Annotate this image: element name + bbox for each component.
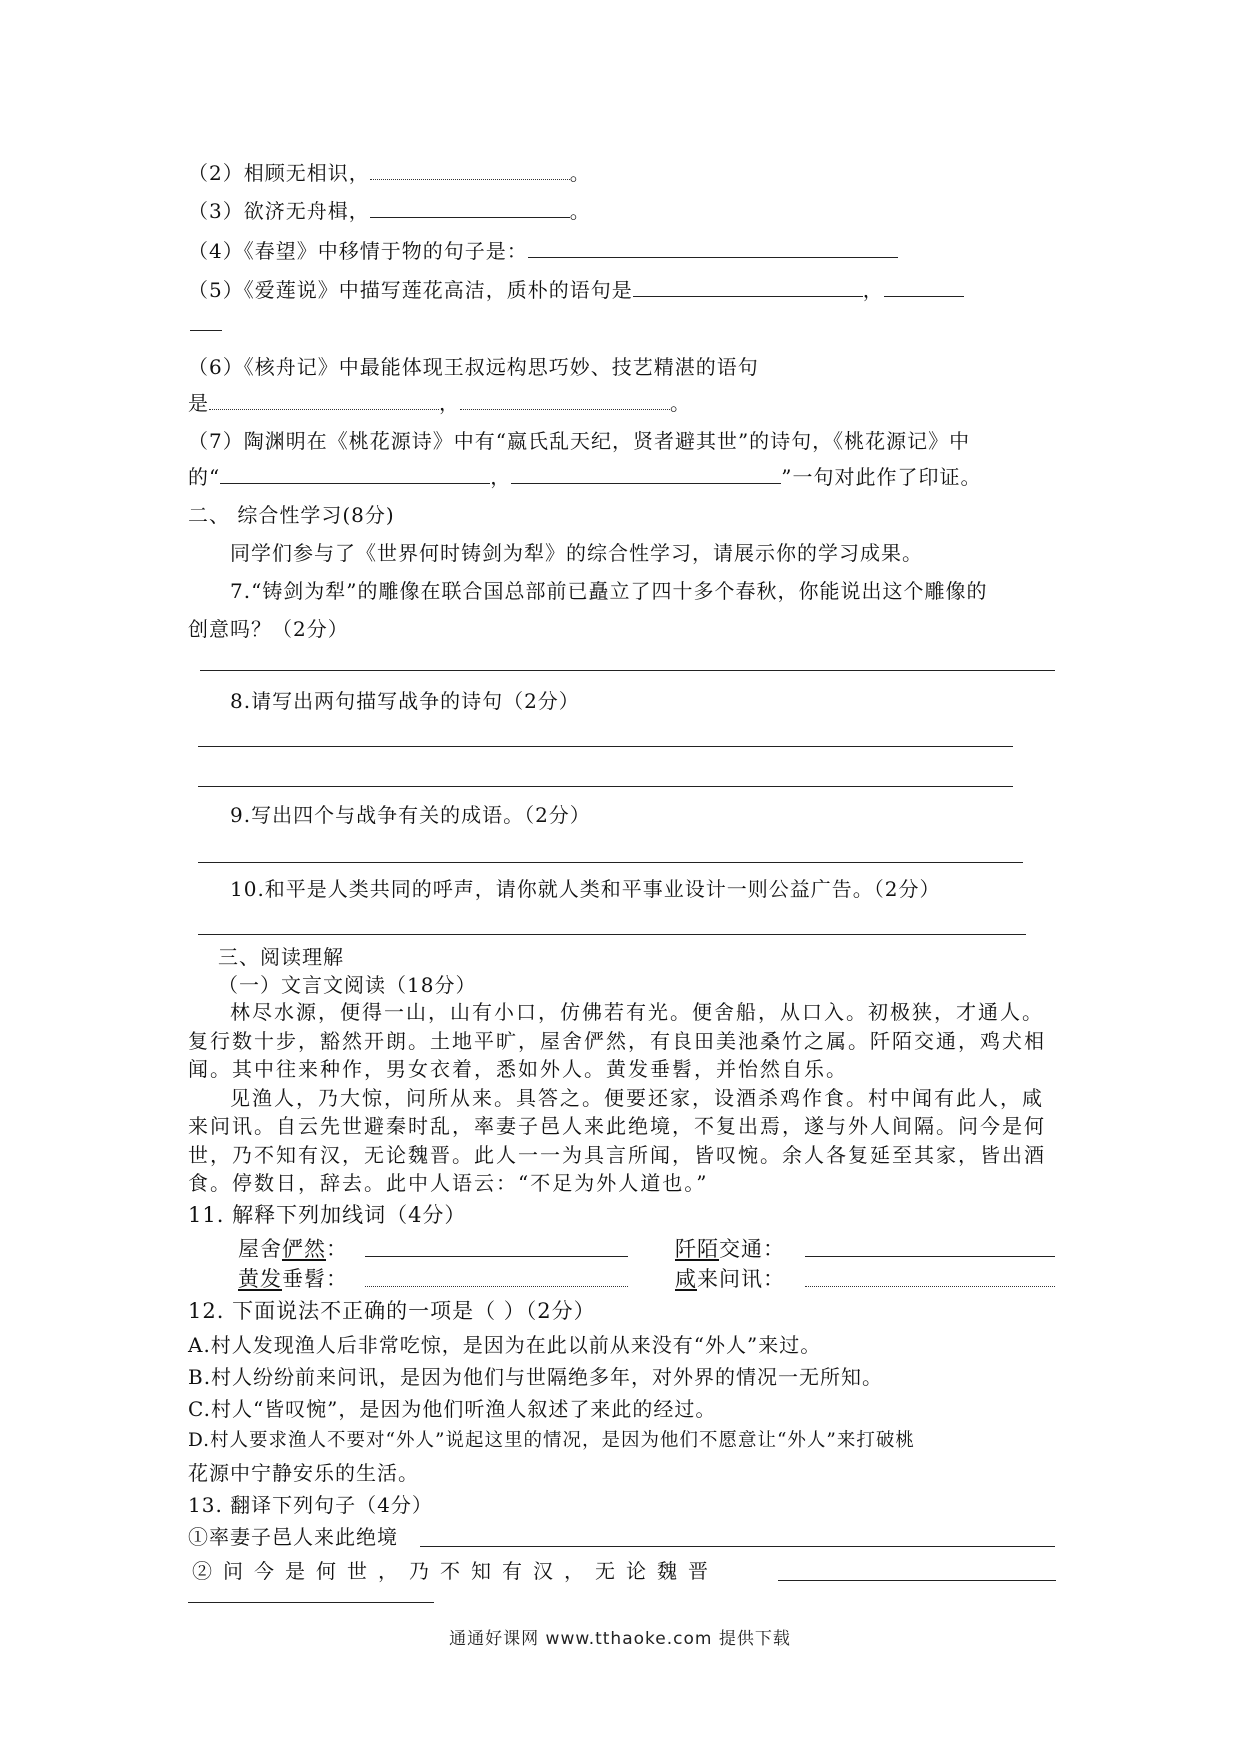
answer-line[interactable] (200, 670, 1055, 671)
question-11: 11. 解释下列加线词（4分） (188, 1203, 467, 1227)
question-3: （3）欲济无舟楫， 。 (188, 199, 591, 223)
question-7-line2: 的“ ， ”一句对此作了印证。 (188, 465, 982, 489)
question-9: 9.写出四个与战争有关的成语。（2分） (230, 803, 591, 827)
answer-blank[interactable] (511, 465, 781, 484)
answer-blank[interactable] (884, 278, 964, 297)
section-3-heading: 三、阅读理解 (218, 945, 344, 969)
question-4: （4）《春望》中移情于物的句子是： (188, 236, 898, 266)
answer-blank[interactable] (209, 391, 439, 410)
section-2-heading: 二、 综合性学习(8分) (188, 503, 395, 527)
answer-blank[interactable] (460, 391, 670, 410)
q11-item-2: 阡陌交通： (675, 1237, 785, 1261)
answer-blank[interactable] (633, 278, 863, 297)
classical-passage (188, 998, 1058, 1198)
passage-paragraph-2: 见渔人，乃大惊，问所从来。具答之。便要还家，设酒杀鸡作食。村中闻有此人，咸来问讯。自云先世避秦时乱，率妻子邑人来此绝境，不复出焉，遂与外人间隔。问今是何世，乃不知有汉，无论魏晋。此人一一为具言所闻，皆叹惋。余人各复延至其家，皆出酒食。停数日，辞去。此中人语云：“不足为外人道也。” (188, 1085, 1046, 1195)
question-12: 12. 下面说法不正确的一项是（ ）（2分） (188, 1299, 596, 1323)
question-7-line1: （7）陶渊明在《桃花源诗》中有“嬴氏乱天纪，贤者避其世”的诗句，《桃花源记》中 (188, 429, 971, 453)
question-7b-line1: 7.“铸剑为犁”的雕像在联合国总部前已矗立了四十多个春秋，你能说出这个雕像的 (230, 579, 988, 603)
answer-blank[interactable] (365, 1256, 628, 1257)
answer-blank[interactable] (805, 1286, 1055, 1287)
q12-option-d[interactable]: D.村人要求渔人不要对“外人”说起这里的情况，是因为他们不愿意让“外人”来打破桃 (188, 1430, 915, 1451)
q12-option-a[interactable]: A.村人发现渔人后非常吃惊，是因为在此以前从来没有“外人”来过。 (188, 1333, 822, 1357)
q12-option-b[interactable]: B.村人纷纷前来问讯，是因为他们与世隔绝多年，对外界的情况一无所知。 (188, 1365, 884, 1389)
answer-blank[interactable] (528, 239, 898, 258)
answer-line[interactable] (198, 786, 1013, 787)
answer-line[interactable] (198, 934, 1026, 935)
question-5: （5）《爱莲说》中描写莲花高洁，质朴的语句是 ， (188, 275, 964, 305)
answer-blank[interactable] (365, 1286, 628, 1287)
q11-item-4: 咸来问讯： (675, 1267, 785, 1291)
answer-blank[interactable] (220, 465, 490, 484)
question-10: 10.和平是人类共同的呼声，请你就人类和平事业设计一则公益广告。（2分） (230, 877, 941, 901)
answer-line[interactable] (420, 1546, 1055, 1547)
passage-paragraph-1: 林尽水源，便得一山，山有小口，仿佛若有光。便舍船，从口入。初极狭，才通人。复行数十步，豁然开朗。土地平旷，屋舍俨然，有良田美池桑竹之属。阡陌交通，鸡犬相闻。其中往来种作，男女衣着，悉如外人。黄发垂髫，并怡然自乐。 (188, 1000, 1046, 1081)
answer-line[interactable] (198, 746, 1013, 747)
q11-item-1: 屋舍俨然： (238, 1237, 348, 1261)
section-2-intro: 同学们参与了《世界何时铸剑为犁》的综合性学习，请展示你的学习成果。 (230, 541, 923, 565)
question-8: 8.请写出两句描写战争的诗句（2分） (230, 689, 580, 713)
answer-line[interactable] (778, 1580, 1056, 1581)
q12-option-d-cont: 花源中宁静安乐的生活。 (188, 1461, 419, 1485)
q11-item-3: 黄发垂髫： (238, 1267, 348, 1291)
answer-blank[interactable] (805, 1256, 1055, 1257)
question-2: （2）相顾无相识， 。 (188, 161, 591, 185)
question-6-line2: 是 ， 。 (188, 391, 691, 415)
section-3-subheading: （一）文言文阅读（18分） (218, 973, 477, 997)
answer-line[interactable] (188, 1602, 434, 1603)
footer-credit: 通通好课网 www.tthaoke.com 提供下载 (449, 1629, 791, 1649)
answer-blank[interactable] (370, 199, 570, 218)
answer-blank-continued[interactable] (190, 330, 222, 331)
q13-item-2: ②问今是何世，乃不知有汉，无论魏晋 (192, 1559, 719, 1583)
answer-blank[interactable] (370, 161, 570, 180)
question-6-line1: （6）《核舟记》中最能体现王叔远构思巧妙、技艺精湛的语句 (188, 355, 759, 379)
q12-option-c[interactable]: C.村人“皆叹惋”，是因为他们听渔人叙述了来此的经过。 (188, 1397, 717, 1421)
question-13: 13. 翻译下列句子（4分） (188, 1493, 433, 1517)
question-7b-line2: 创意吗？（2分） (188, 617, 349, 641)
answer-line[interactable] (198, 862, 1023, 863)
q13-item-1: ①率妻子邑人来此绝境 (188, 1525, 398, 1549)
